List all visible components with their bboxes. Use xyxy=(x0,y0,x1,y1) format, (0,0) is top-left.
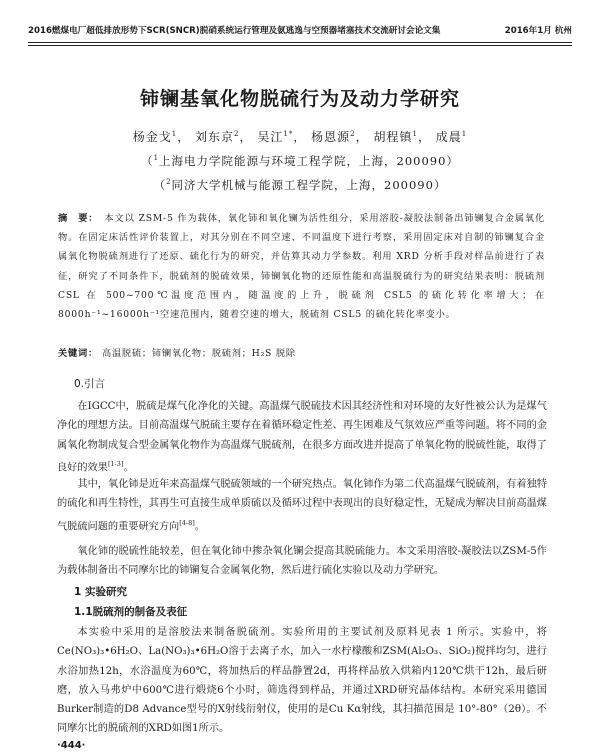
body-paragraph: 本实验中采用的是溶胶法来制备脱硫剂。实验所用的主要试剂及原料见表 1 所示。实验中，将Ce(NO₃)₃•6H₂O、La(NO₃)₃•6H₂O溶于去离子水，加入一水柠檬酸和ZSM(Al₂O₃、SiO₂)搅拌均匀，进行水浴加热12h，水浴温度为60℃，将加热后的样品静置2d，再将样品放入烘箱内120℃烘干12h，最后研磨，放入马弗炉中600℃进行煅烧6个小时，筛选得到样品，并通过XRD研究晶体结构。本研究采用德国Burker制造的D8 Advance型号的X射线衍射仪，使用的是Cu Kα射线，其扫描范围是 10°-80°（2θ）。不同摩尔比的脱硫剂的XRD如图1所示。 xyxy=(57,627,547,735)
subsection-heading: 1.1脱硫剂的制备及表征 xyxy=(74,606,188,618)
keywords-text: 高温脱硫；铈镧氧化物；脱硫剂；H₂S 脱除 xyxy=(101,348,296,359)
abstract-text: 本文以 ZSM-5 作为载体，氧化铈和氧化镧为活性组分，采用溶胶-凝胶法制备出铈镧复合金属氧化物。在固定床活性评价装置上，对其分别在不同空速、不同温度下进行考察，采用固定床对自制的铈镧复合金属氧化物脱硫剂进行了还原、硫化行为的研究，并估算其动力学参数。利用 XRD 分析手段对样品前进行了表征，研究了不同条件下，脱硫剂的脱硫效果，铈镧氧化物的还原性能和高温脱硫行为的研究结果表明：脱硫剂 CSL 在 500~700℃温度范围内，随温度的上升，脱硫剂 CSL5 的硫化转化率增大；在 8000h⁻¹~16000h⁻¹空速范围内，随着空速的增大，脱硫剂 CSL5 的硫化转化率变小。 xyxy=(58,213,546,321)
header-rule-thin xyxy=(28,45,572,46)
author: 刘东京$^2$ xyxy=(195,130,240,144)
running-header xyxy=(28,22,572,38)
affiliation: （$^1$上海电力学院能源与环境工程学院，上海，200090） xyxy=(141,154,459,168)
section-heading-experiment: 1 实验研究 xyxy=(74,586,127,598)
running-header-left: 2016燃煤电厂超低排放形势下SCR(SNCR)脱硝系统运行管理及氨逃逸与空预器堵塞技术交流研讨会论文集 xyxy=(28,26,441,36)
abstract-label: 摘 要： xyxy=(58,213,99,224)
author-list: 杨金戈$^1$， 刘东京$^2$， 吴江$^{1*}$， 杨恩源$^2$， 胡程镇$^1$， 成晨$^1$ xyxy=(132,130,468,144)
affiliation: （$^2$同济大学机械与能源工程学院，上海，200090） xyxy=(153,178,447,192)
keywords-label: 关键词： xyxy=(58,348,98,359)
page-number: ·444· xyxy=(57,740,86,751)
abstract xyxy=(58,209,545,324)
header-rule-thick xyxy=(28,42,572,43)
author: 杨恩源$^2$ xyxy=(311,130,356,144)
author: 成晨$^1$ xyxy=(435,130,468,144)
body-paragraph: 其中，氧化铈是近年来高温煤气脱硫领域的一个研究热点。氧化铈作为第二代高温煤气脱硫剂，有着独特的硫化和再生特性，其再生可直接生成单质硫以及循环过程中表现出的良好稳定性，无疑成为解决目前高温煤气脱硫问题的重要研究方向[4-8]。 xyxy=(57,479,547,532)
author: 胡程镇$^1$ xyxy=(373,130,418,144)
section-heading-intro: 0.引言 xyxy=(74,378,106,390)
author: 吴江$^{1*}$ xyxy=(257,130,294,144)
paper-title: 铈镧基氧化物脱硫行为及动力学研究 xyxy=(139,88,460,110)
author: 杨金戈$^1$ xyxy=(132,130,178,144)
keywords xyxy=(58,345,545,359)
body-paragraph: 氧化铈的脱硫性能较差，但在氧化铈中掺杂氧化镧会提高其脱硫能力。本文采用溶胶-凝胶法以ZSM-5作为载体制备出不同摩尔比的铈镧复合金属氧化物，然后进行硫化实验以及动力学研究。 xyxy=(57,546,547,577)
running-header-right: 2016年1月 杭州 xyxy=(504,26,572,36)
body-paragraph: 在IGCC中，脱硫是煤气化净化的关键。高温煤气脱硫技术因其经济性和对环境的友好性被公认为是煤气净化的理想方法。目前高温煤气脱硫主要存在着循环稳定性差、再生困难及气氛效应严重等问题。将不同的金属氧化物制成复合型金属氧化物作为高温煤气脱硫剂，在很多方面改进并提高了单氧化物的脱硫性能，取得了良好的效果[1-3]。 xyxy=(57,401,547,474)
